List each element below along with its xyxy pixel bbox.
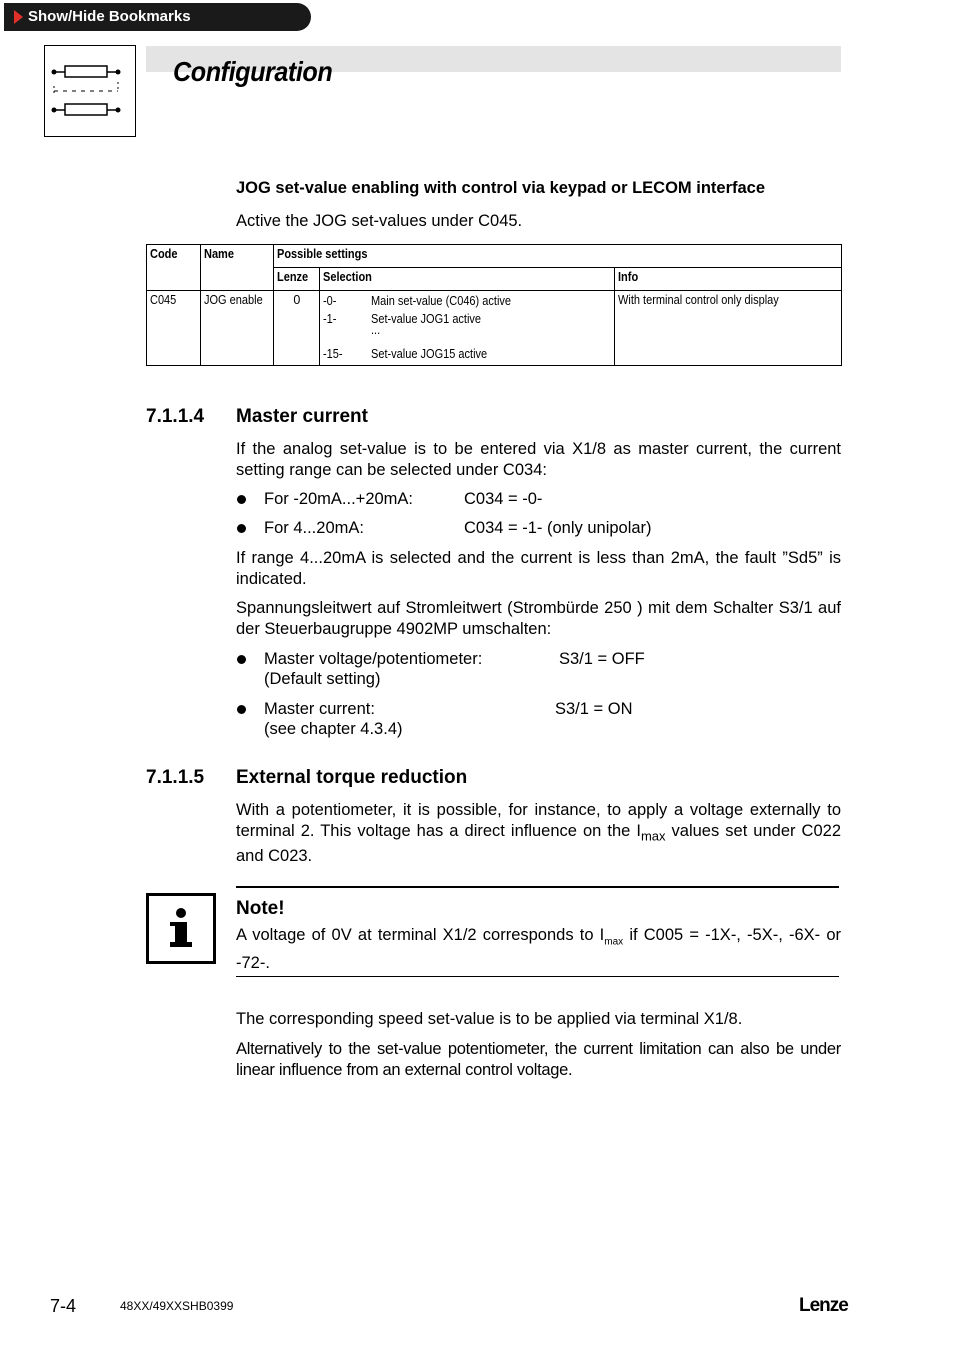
arrow-right-icon	[14, 10, 23, 24]
cell-name: JOG enable	[200, 291, 274, 366]
header-lenze: Lenze	[274, 268, 320, 291]
note-title: Note!	[236, 898, 285, 919]
page-title: Configuration	[173, 56, 333, 87]
paragraph: If the analog set-value is to be entered via X1/8 as master current, the current setting range can be selected under C034:	[236, 440, 841, 479]
bookmark-label: Show/Hide Bookmarks	[28, 8, 191, 25]
jog-intro: Active the JOG set-values under C045.	[236, 212, 523, 230]
bullet-label: For -20mA...+20mA:	[264, 490, 414, 508]
page-number: 7-4	[50, 1296, 77, 1316]
bullet-value: S3/1 = ON	[555, 700, 633, 718]
cell-info: With terminal control only display	[614, 291, 841, 366]
cell-selection: -0- Main set-value (C046) active -1- Set-value JOG1 active ... -15- Set-value JOG15 active	[320, 291, 615, 366]
bullet-value: C034 = -0-	[464, 490, 543, 508]
paragraph: The corresponding speed set-value is to be applied via terminal X1/8.	[236, 1010, 743, 1028]
bullet-label: Master current:	[264, 700, 375, 718]
header-code: Code	[147, 245, 201, 291]
bullet-value: C034 = -1- (only unipolar)	[464, 519, 652, 537]
bullet-sub: (see chapter 4.3.4)	[264, 720, 403, 738]
circuit-icon	[44, 45, 136, 137]
paragraph: Alternatively to the set-value potentiometer, the current limitation can also be under linear influence from an external control voltage.	[236, 1040, 841, 1079]
bullet-label: Master voltage/potentiometer:	[264, 650, 483, 668]
note-bottom-rule	[236, 976, 839, 977]
bullet-icon	[237, 655, 246, 664]
note-top-rule	[236, 886, 839, 888]
lenze-logo: Lenze	[799, 1295, 848, 1316]
bullet-sub: (Default setting)	[264, 670, 381, 688]
header-possible-settings: Possible settings	[274, 245, 842, 268]
header-name: Name	[200, 245, 274, 291]
section-title: Master current	[236, 406, 368, 427]
table-row	[147, 291, 842, 366]
note-text: A voltage of 0V at terminal X1/2 corresponds to $I_{max}$ if C005 = -1X-, -5X-, -6X- or -72-.	[236, 926, 841, 972]
show-hide-bookmarks-button[interactable]	[4, 3, 311, 31]
section-number: 7.1.1.4	[146, 406, 205, 427]
header-info: Info	[614, 268, 841, 291]
cell-code: C045	[147, 291, 201, 366]
settings-table	[146, 244, 842, 366]
bullet-value: S3/1 = OFF	[559, 650, 645, 668]
bullet-icon	[237, 524, 246, 533]
header-selection: Selection	[320, 268, 615, 291]
paragraph: If range 4...20mA is selected and the current is less than 2mA, the fault ”Sd5” is indicated.	[236, 549, 841, 588]
document-code: 48XX/49XXSHB0399	[120, 1299, 234, 1313]
section-title: External torque reduction	[236, 767, 468, 788]
info-icon	[146, 893, 216, 964]
paragraph: With a potentiometer, it is possible, for instance, to apply a voltage externally to terminal 2. This voltage has a direct influence on the $I_{max}$ values set under C022 and C023.	[236, 801, 841, 866]
paragraph: Spannungsleitwert auf Stromleitwert (Strombürde 250 ) mit dem Schalter S3/1 auf der Steuerbaugruppe 4902MP umschalten:	[236, 599, 841, 638]
section-number: 7.1.1.5	[146, 767, 205, 788]
cell-lenze: 0	[274, 291, 320, 366]
bullet-label: For 4...20mA:	[264, 519, 364, 537]
jog-heading: JOG set-value enabling with control via keypad or LECOM interface	[236, 179, 766, 197]
bullet-icon	[237, 705, 246, 714]
bullet-icon	[237, 495, 246, 504]
